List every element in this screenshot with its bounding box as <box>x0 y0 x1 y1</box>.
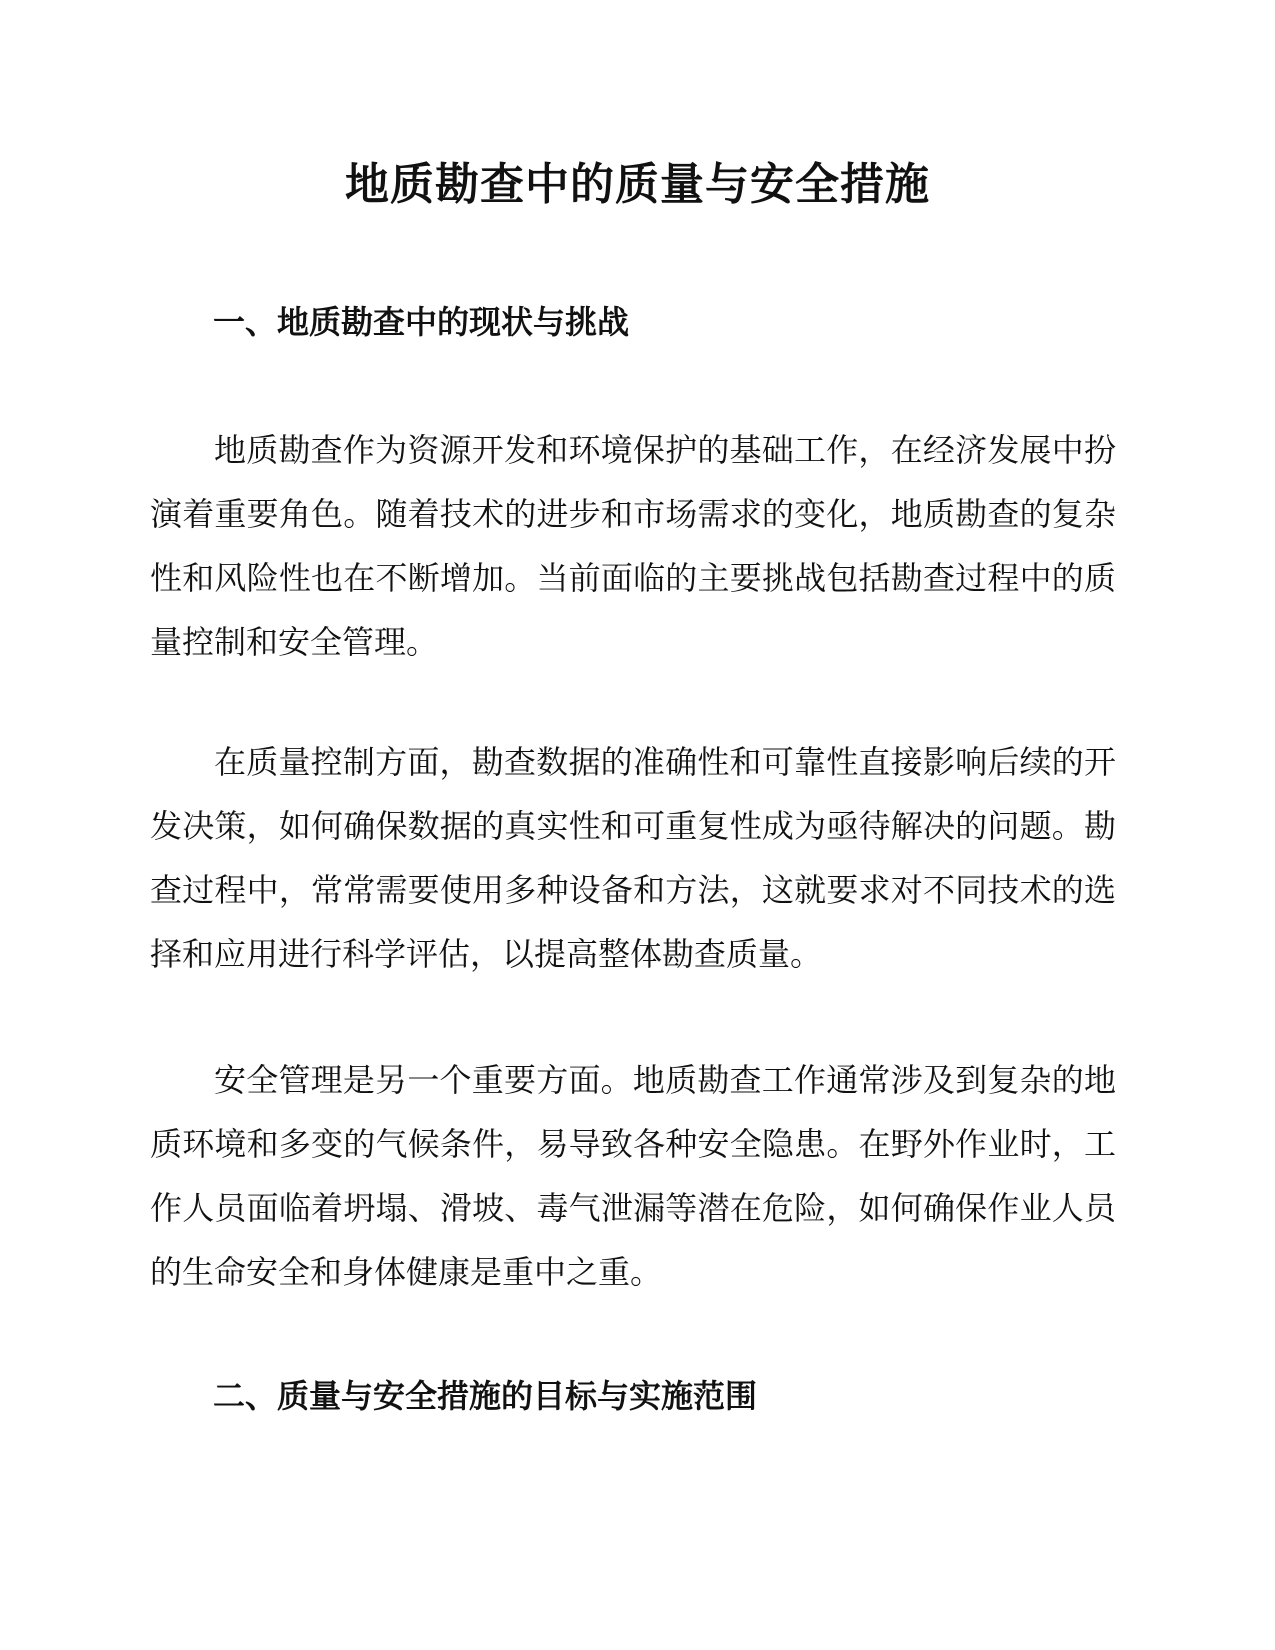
section-heading-1: 一、地质勘查中的现状与挑战 <box>213 303 630 341</box>
paragraph-3: 安全管理是另一个重要方面。地质勘查工作通常涉及到复杂的地质环境和多变的气候条件，易导致各种安全隐患。在野外作业时，工作人员面临着坍塌、滑坡、毒气泄漏等潜在危险，如何确保作业人员的生命安全和身体健康是重中之重。 <box>150 1061 1116 1291</box>
paragraph-2: 在质量控制方面，勘查数据的准确性和可靠性直接影响后续的开发决策，如何确保数据的真实性和可重复性成为亟待解决的问题。勘查过程中，常常需要使用多种设备和方法，这就要求对不同技术的选择和应用进行科学评估，以提高整体勘查质量。 <box>150 743 1116 973</box>
page-title: 地质勘查中的质量与安全措施 <box>345 159 930 210</box>
section-heading-2: 二、质量与安全措施的目标与实施范围 <box>213 1377 758 1415</box>
paragraph-1: 地质勘查作为资源开发和环境保护的基础工作，在经济发展中扮演着重要角色。随着技术的进步和市场需求的变化，地质勘查的复杂性和风险性也在不断增加。当前面临的主要挑战包括勘查过程中的质量控制和安全管理。 <box>150 431 1116 661</box>
